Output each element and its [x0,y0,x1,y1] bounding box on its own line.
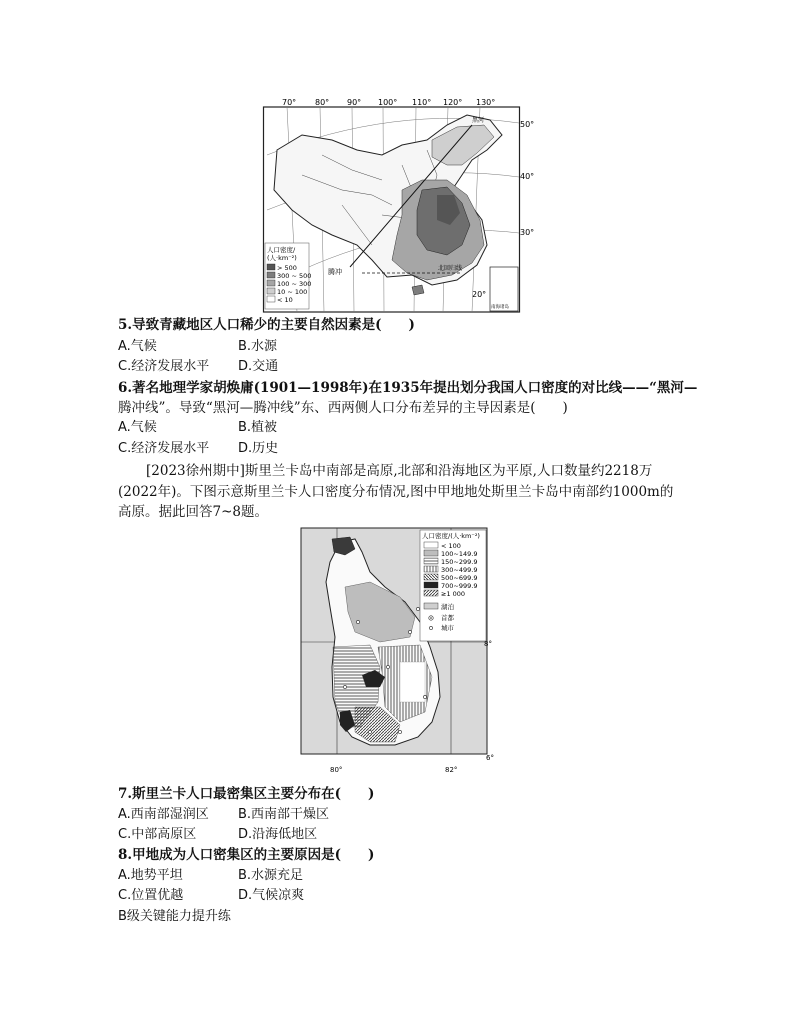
question-5-stem: 5.导致青藏地区人口稀少的主要自然因素是( ) [118,317,415,333]
legend-item: > 500 [277,264,297,272]
legend-item: ≥1 000 [441,590,466,598]
question-8-stem: 8.甲地成为人口密集区的主要原因是( ) [118,847,375,863]
sri-lanka-population-map [300,527,496,777]
place-label-heihe: 黑河 [472,117,485,124]
lon-label: 120° [443,98,463,107]
legend-title: 人口密度/ [267,246,296,254]
question-7-option-a[interactable]: A.西南部湿润区 [118,807,209,822]
legend-swatch [424,542,438,548]
intro-line1: [2023徐州期中]斯里兰卡岛中南部是高原,北部和沿海地区为平原,人口数量约2218万 [146,463,653,479]
lat-label: 8° [484,640,492,648]
lat-label: 20° [472,290,487,299]
lon-label: 82° [445,766,458,774]
question-7-stem: 7.斯里兰卡人口最密集区主要分布在( ) [118,786,375,802]
lon-label: 90° [347,98,362,107]
question-5-option-a[interactable]: A.气候 [118,339,157,354]
lon-label: 130° [476,98,496,107]
legend-swatch [424,558,438,564]
question-6-stem-line2: 腾冲线”。导致“黑河—腾冲线”东、西两侧人口分布差异的主导因素是( ) [118,400,568,416]
legend-swatch [424,582,438,588]
legend-item: < 100 [441,542,461,550]
question-6-stem-line1: 6.著名地理学家胡焕庸(1901—1998年)在1935年提出划分我国人口密度的对比线——“黑河— [118,380,698,396]
legend-item: 700~999.9 [441,582,478,590]
legend-swatch [424,590,438,596]
inset-label-south-sea: 南海诸岛 [491,305,509,310]
legend-extra: 湖泊 [441,603,454,611]
legend-item: 500~699.9 [441,574,478,582]
lat-label: 40° [520,172,535,181]
legend-swatch [267,272,275,278]
map2-legend [420,530,486,641]
legend-swatch [267,280,275,286]
legend-item: 150~299.9 [441,558,478,566]
lat-label: 50° [520,120,535,129]
place-label-tropic: 北回归线 [438,265,463,272]
question-5-option-b[interactable]: B.水源 [238,339,278,354]
lon-label: 80° [330,766,343,774]
question-6-option-b[interactable]: B.植被 [238,420,278,435]
legend-item: < 10 [277,296,293,304]
intro-line2: (2022年)。下图示意斯里兰卡人口密度分布情况,图中甲地地处斯里兰卡岛中南部约1000m的 [118,484,674,500]
question-8-option-a[interactable]: A.地势平坦 [118,868,183,883]
lon-label: 100° [378,98,398,107]
lat-label: 30° [520,228,535,237]
map1-legend [265,243,311,309]
legend-swatch [424,603,438,609]
lon-label: 110° [412,98,432,107]
legend-item: 300~499.9 [441,566,478,574]
intro-line3: 高原。据此回答7~8题。 [118,504,268,520]
question-5-option-d[interactable]: D.交通 [238,359,279,374]
legend-swatch [267,264,275,270]
city-symbol-icon [429,626,432,629]
question-6-option-c[interactable]: C.经济发展水平 [118,441,210,456]
question-5-option-c[interactable]: C.经济发展水平 [118,359,210,374]
question-7-option-b[interactable]: B.西南部干燥区 [238,807,330,822]
legend-title: 人口密度/(人·km⁻²) [422,532,480,540]
legend-extra: 城市 [441,624,454,632]
legend-item: 300 ~ 500 [277,272,312,280]
legend-item: 100 ~ 300 [277,280,312,288]
place-label-tengchong: 腾冲 [328,268,342,276]
question-8-option-b[interactable]: B.水源充足 [238,868,304,883]
legend-swatch [424,550,438,556]
question-6-option-a[interactable]: A.气候 [118,420,157,435]
question-6-option-d[interactable]: D.历史 [238,441,279,456]
legend-swatch [424,566,438,572]
legend-item: 100~149.9 [441,550,478,558]
legend-swatch [267,296,275,302]
lat-label: 6° [486,754,494,762]
lon-label: 70° [282,98,297,107]
question-8-option-c[interactable]: C.位置优越 [118,888,184,903]
question-8-option-d[interactable]: D.气候凉爽 [238,888,305,903]
legend-swatch [267,288,275,294]
section-heading-b: B级关键能力提升练 [118,909,231,924]
question-7-option-c[interactable]: C.中部高原区 [118,827,197,842]
legend-swatch [424,574,438,580]
legend-item: 10 ~ 100 [277,288,308,296]
legend-extra: 首都 [441,614,454,622]
lon-label: 80° [315,98,330,107]
legend-unit: (人·km⁻²) [267,254,297,262]
question-7-option-d[interactable]: D.沿海低地区 [238,827,318,842]
china-population-map [262,95,535,315]
